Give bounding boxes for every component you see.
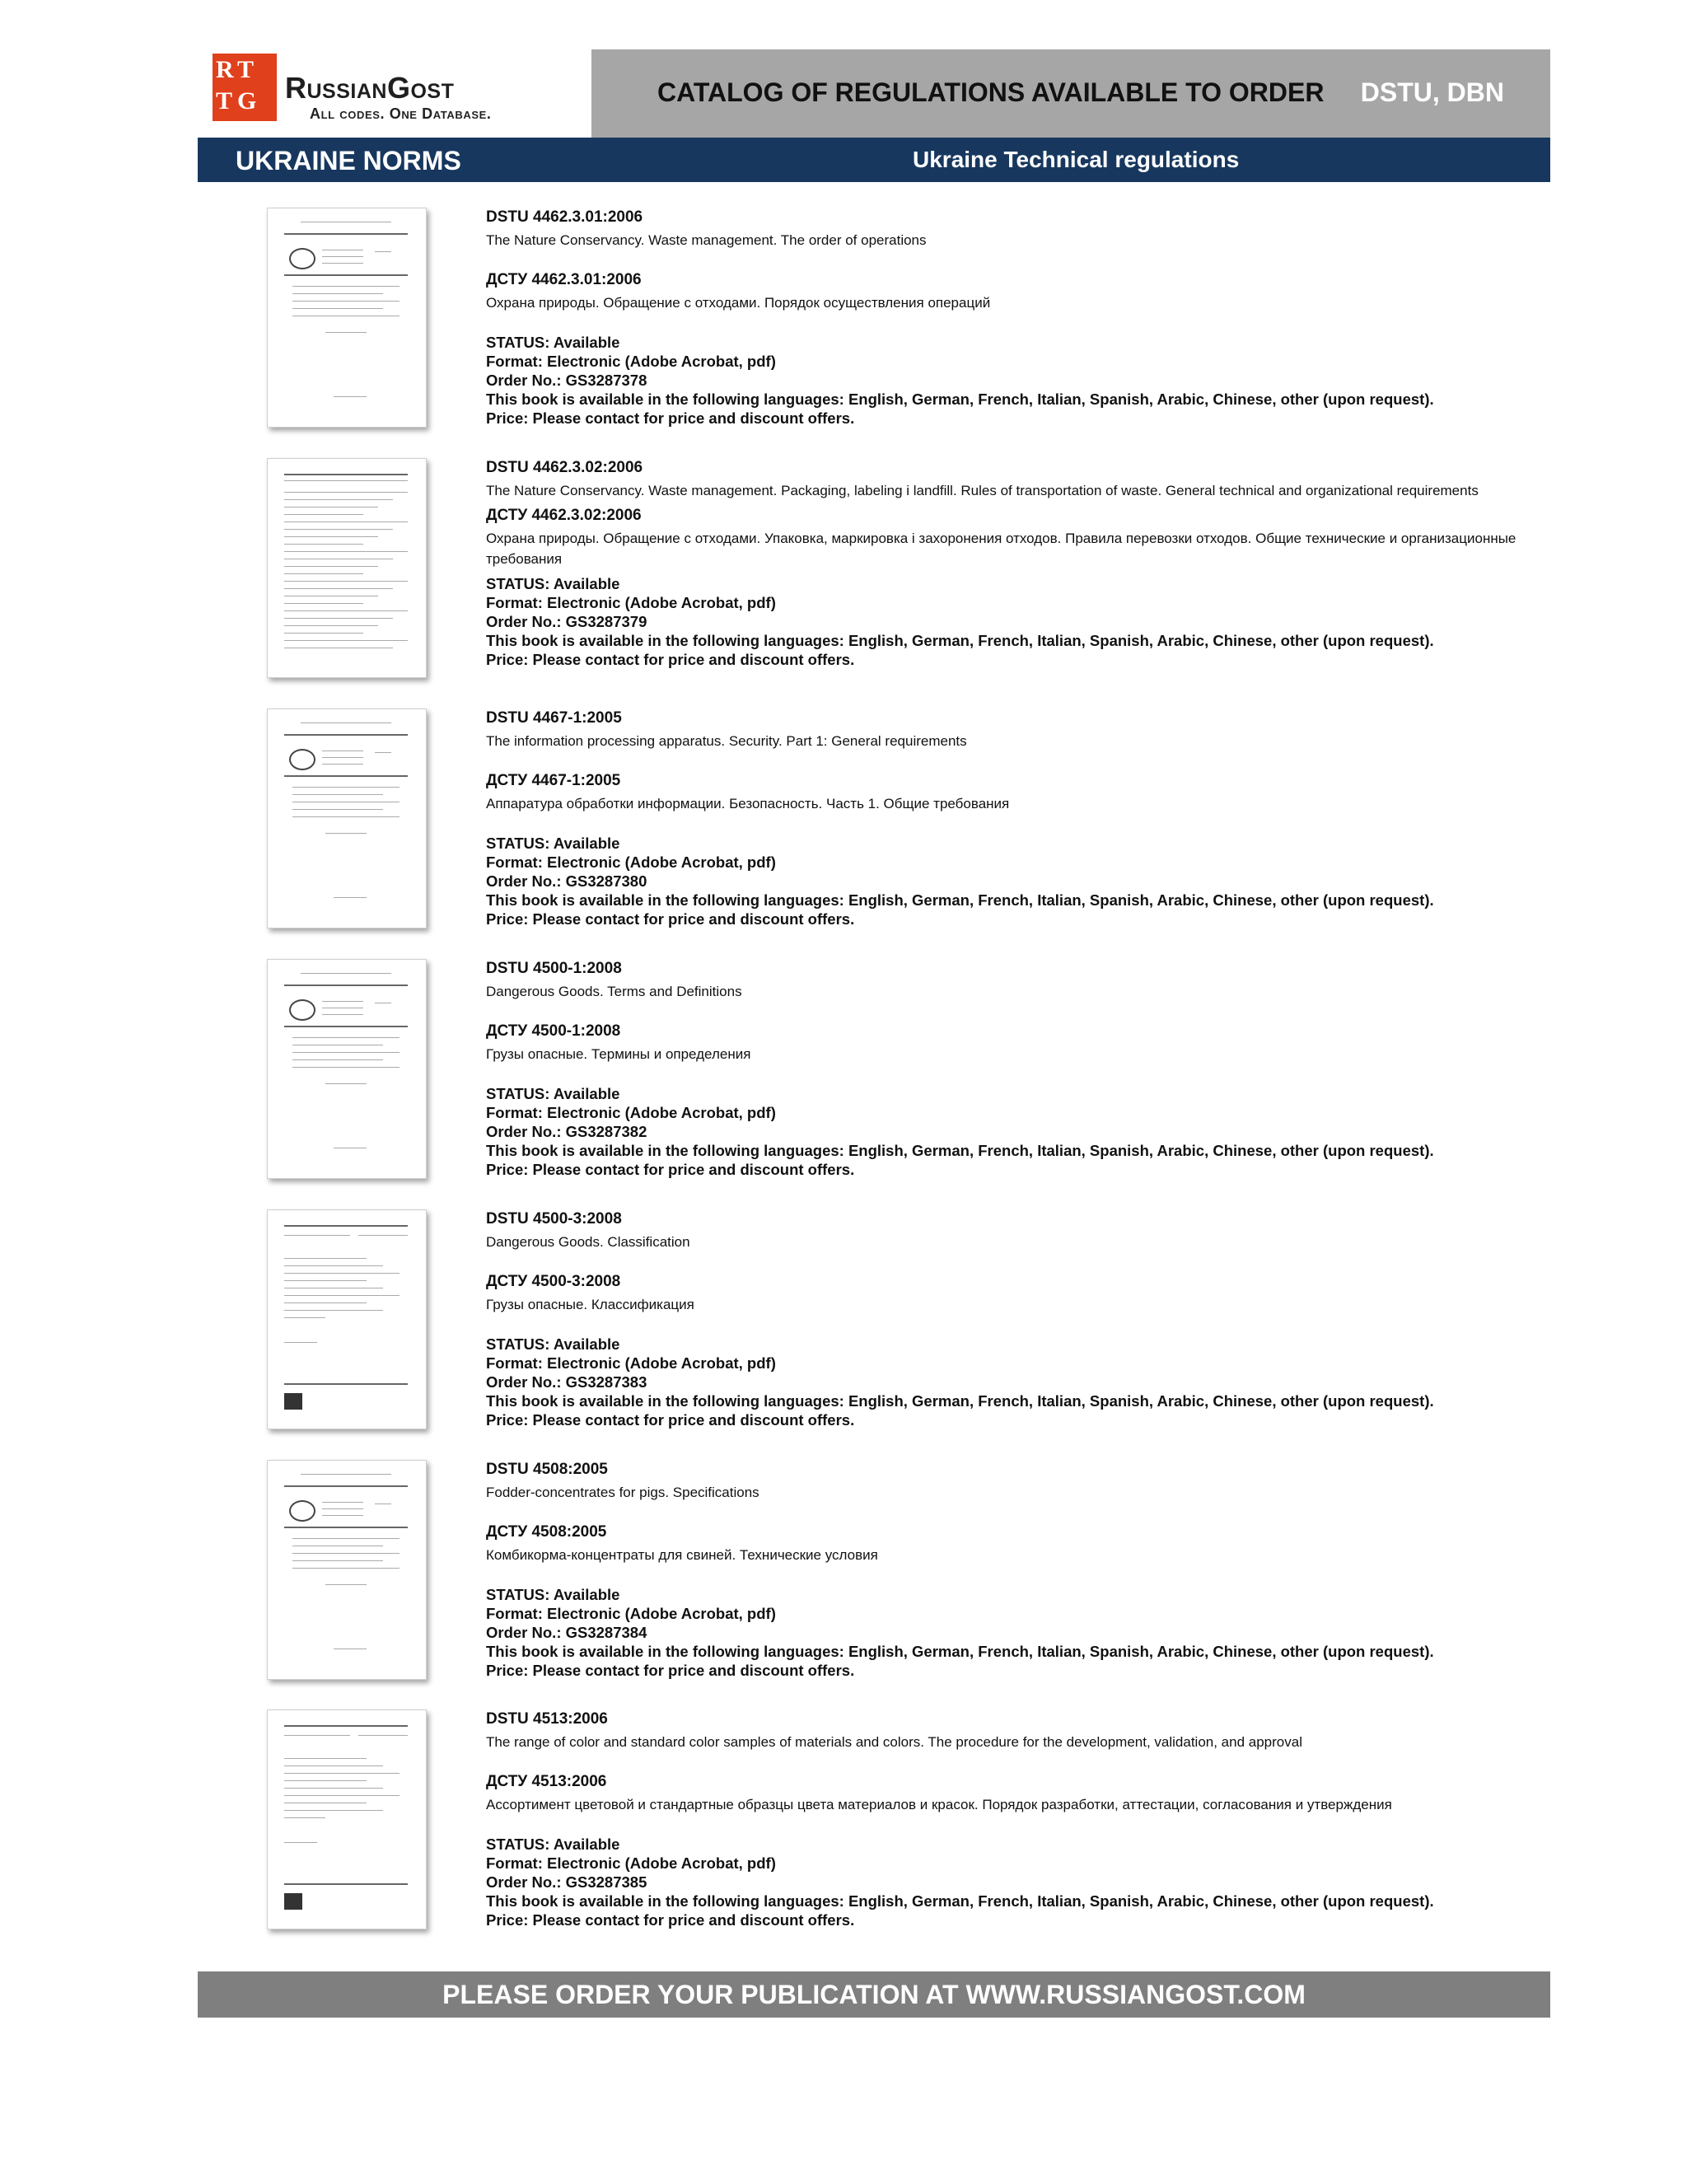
- title-ru: Охрана природы. Обращение с отходами. Порядок осуществления операций: [486, 295, 991, 311]
- format: Format: Electronic (Adobe Acrobat, pdf): [486, 1854, 776, 1872]
- emblem-icon: [289, 248, 315, 269]
- logo-mark-icon: [213, 54, 277, 121]
- document-cover-thumbnail[interactable]: [267, 959, 427, 1179]
- document-cover-thumbnail[interactable]: [267, 1209, 427, 1429]
- logo[interactable]: [198, 49, 591, 138]
- languages: This book is available in the following languages: English, German, French, Italian, Spanish, Arabic, Chinese, other (upon request).: [486, 1643, 1434, 1660]
- languages: This book is available in the following languages: English, German, French, Italian, Spanish, Arabic, Chinese, other (upon request).: [486, 891, 1434, 909]
- order-number: Order No.: GS3287382: [486, 1123, 647, 1140]
- catalog-entry: [198, 458, 1550, 697]
- catalog-title: CATALOG OF REGULATIONS AVAILABLE TO ORDER: [657, 77, 1325, 107]
- entry-details: [486, 208, 1549, 428]
- code-ru: ДСТУ 4513:2006: [486, 1773, 607, 1790]
- status: STATUS: Available: [486, 1586, 620, 1603]
- code-ru: ДСТУ 4467-1:2005: [486, 772, 621, 789]
- catalog-entry: [198, 1209, 1550, 1448]
- title-en: The range of color and standard color samples of materials and colors. The procedure for the development, validation, and approval: [486, 1734, 1302, 1750]
- document-cover-thumbnail[interactable]: [267, 458, 427, 678]
- entry-details: [486, 458, 1549, 669]
- format: Format: Electronic (Adobe Acrobat, pdf): [486, 853, 776, 871]
- document-cover-thumbnail[interactable]: [267, 1709, 427, 1929]
- format: Format: Electronic (Adobe Acrobat, pdf): [486, 1354, 776, 1372]
- title-ru: Грузы опасные. Классификация: [486, 1297, 694, 1312]
- entry-details: [486, 1209, 1549, 1429]
- logo-letter: G: [237, 87, 257, 115]
- title-en: Fodder-concentrates for pigs. Specifications: [486, 1485, 759, 1500]
- code-ru: ДСТУ 4500-3:2008: [486, 1273, 621, 1290]
- format: Format: Electronic (Adobe Acrobat, pdf): [486, 594, 776, 611]
- page-header: [198, 49, 1550, 138]
- format: Format: Electronic (Adobe Acrobat, pdf): [486, 353, 776, 370]
- price: Price: Please contact for price and discount offers.: [486, 910, 855, 928]
- code-en[interactable]: DSTU 4500-3:2008: [486, 1210, 622, 1228]
- entry-details: [486, 1460, 1549, 1680]
- title-ru: Аппаратура обработки информации. Безопасность. Часть 1. Общие требования: [486, 796, 1010, 811]
- price: Price: Please contact for price and discount offers.: [486, 651, 855, 668]
- logo-letter: T: [237, 56, 255, 83]
- title-ru: Ассортимент цветовой и стандартные образцы цвета материалов и красок. Порядок разработки, аттестации, согласования и утверждения: [486, 1797, 1392, 1812]
- emblem-icon: [289, 1500, 315, 1522]
- code-ru: ДСТУ 4500-1:2008: [486, 1022, 621, 1040]
- languages: This book is available in the following languages: English, German, French, Italian, Spanish, Arabic, Chinese, other (upon request).: [486, 632, 1434, 649]
- status: STATUS: Available: [486, 334, 620, 351]
- code-en[interactable]: DSTU 4467-1:2005: [486, 709, 622, 727]
- code-en[interactable]: DSTU 4462.3.01:2006: [486, 208, 643, 226]
- code-ru: ДСТУ 4462.3.01:2006: [486, 271, 642, 288]
- code-ru: ДСТУ 4508:2005: [486, 1523, 607, 1541]
- price: Price: Please contact for price and discount offers.: [486, 1411, 855, 1429]
- title-en: Dangerous Goods. Terms and Definitions: [486, 984, 742, 999]
- document-cover-thumbnail[interactable]: [267, 1460, 427, 1680]
- publisher-logo-icon: [284, 1393, 302, 1410]
- catalog-codes: DSTU, DBN: [1360, 77, 1504, 107]
- entry-details: [486, 959, 1549, 1179]
- price: Price: Please contact for price and discount offers.: [486, 1161, 855, 1178]
- title-en: Dangerous Goods. Classification: [486, 1234, 690, 1250]
- entry-details: [486, 1709, 1549, 1929]
- title-ru: Комбикорма-концентраты для свиней. Технические условия: [486, 1547, 878, 1563]
- catalog-entry: [198, 1709, 1550, 1948]
- code-ru: ДСТУ 4462.3.02:2006: [486, 507, 642, 524]
- format: Format: Electronic (Adobe Acrobat, pdf): [486, 1104, 776, 1121]
- code-en[interactable]: DSTU 4462.3.02:2006: [486, 459, 643, 476]
- logo-tagline: All codes. One Database.: [310, 105, 492, 122]
- status: STATUS: Available: [486, 1836, 620, 1853]
- section-subtitle: Ukraine Technical regulations: [913, 147, 1240, 172]
- code-en[interactable]: DSTU 4500-1:2008: [486, 960, 622, 977]
- section-bar: [198, 138, 1550, 182]
- logo-letter: T: [216, 87, 233, 115]
- section-title: UKRAINE NORMS: [236, 146, 461, 175]
- order-number: Order No.: GS3287379: [486, 613, 647, 630]
- logo-letter: R: [216, 56, 234, 83]
- status: STATUS: Available: [486, 1335, 620, 1353]
- code-en[interactable]: DSTU 4508:2005: [486, 1461, 608, 1478]
- order-number: Order No.: GS3287378: [486, 372, 647, 389]
- logo-name: RussianGost: [285, 71, 455, 105]
- languages: This book is available in the following languages: English, German, French, Italian, Spanish, Arabic, Chinese, other (upon request).: [486, 391, 1434, 408]
- code-en[interactable]: DSTU 4513:2006: [486, 1710, 608, 1728]
- publisher-logo-icon: [284, 1893, 302, 1910]
- status: STATUS: Available: [486, 835, 620, 852]
- document-cover-thumbnail[interactable]: [267, 709, 427, 928]
- catalog-title-bar: [591, 49, 1550, 138]
- order-number: Order No.: GS3287385: [486, 1873, 647, 1891]
- status: STATUS: Available: [486, 575, 620, 592]
- order-number: Order No.: GS3287384: [486, 1624, 647, 1641]
- entry-details: [486, 709, 1549, 928]
- order-footer[interactable]: PLEASE ORDER YOUR PUBLICATION AT WWW.RUSSIANGOST.COM: [198, 1971, 1550, 2018]
- emblem-icon: [289, 749, 315, 770]
- title-ru: Охрана природы. Обращение с отходами. Упаковка, маркировка і захоронения отходов. Правила перевозки отходов. Общие технические и организационные требования: [486, 531, 1516, 567]
- format: Format: Electronic (Adobe Acrobat, pdf): [486, 1605, 776, 1622]
- catalog-entry: [198, 208, 1550, 447]
- catalog-entry: [198, 709, 1550, 947]
- price: Price: Please contact for price and discount offers.: [486, 1911, 855, 1929]
- languages: This book is available in the following languages: English, German, French, Italian, Spanish, Arabic, Chinese, other (upon request).: [486, 1142, 1434, 1159]
- price: Price: Please contact for price and discount offers.: [486, 1662, 855, 1679]
- status: STATUS: Available: [486, 1085, 620, 1102]
- languages: This book is available in the following languages: English, German, French, Italian, Spanish, Arabic, Chinese, other (upon request).: [486, 1892, 1434, 1910]
- title-ru: Грузы опасные. Термины и определения: [486, 1046, 751, 1062]
- emblem-icon: [289, 999, 315, 1021]
- catalog-entry: [198, 959, 1550, 1198]
- catalog-entry: [198, 1460, 1550, 1699]
- title-en: The Nature Conservancy. Waste management. Packaging, labeling i landfill. Rules of transportation of waste. General technical and organizational requirements: [486, 483, 1479, 498]
- title-en: The information processing apparatus. Security. Part 1: General requirements: [486, 733, 967, 749]
- document-cover-thumbnail[interactable]: [267, 208, 427, 428]
- title-en: The Nature Conservancy. Waste management. The order of operations: [486, 232, 927, 248]
- price: Price: Please contact for price and discount offers.: [486, 409, 855, 427]
- languages: This book is available in the following languages: English, German, French, Italian, Spanish, Arabic, Chinese, other (upon request).: [486, 1392, 1434, 1410]
- order-number: Order No.: GS3287380: [486, 872, 647, 890]
- order-number: Order No.: GS3287383: [486, 1373, 647, 1391]
